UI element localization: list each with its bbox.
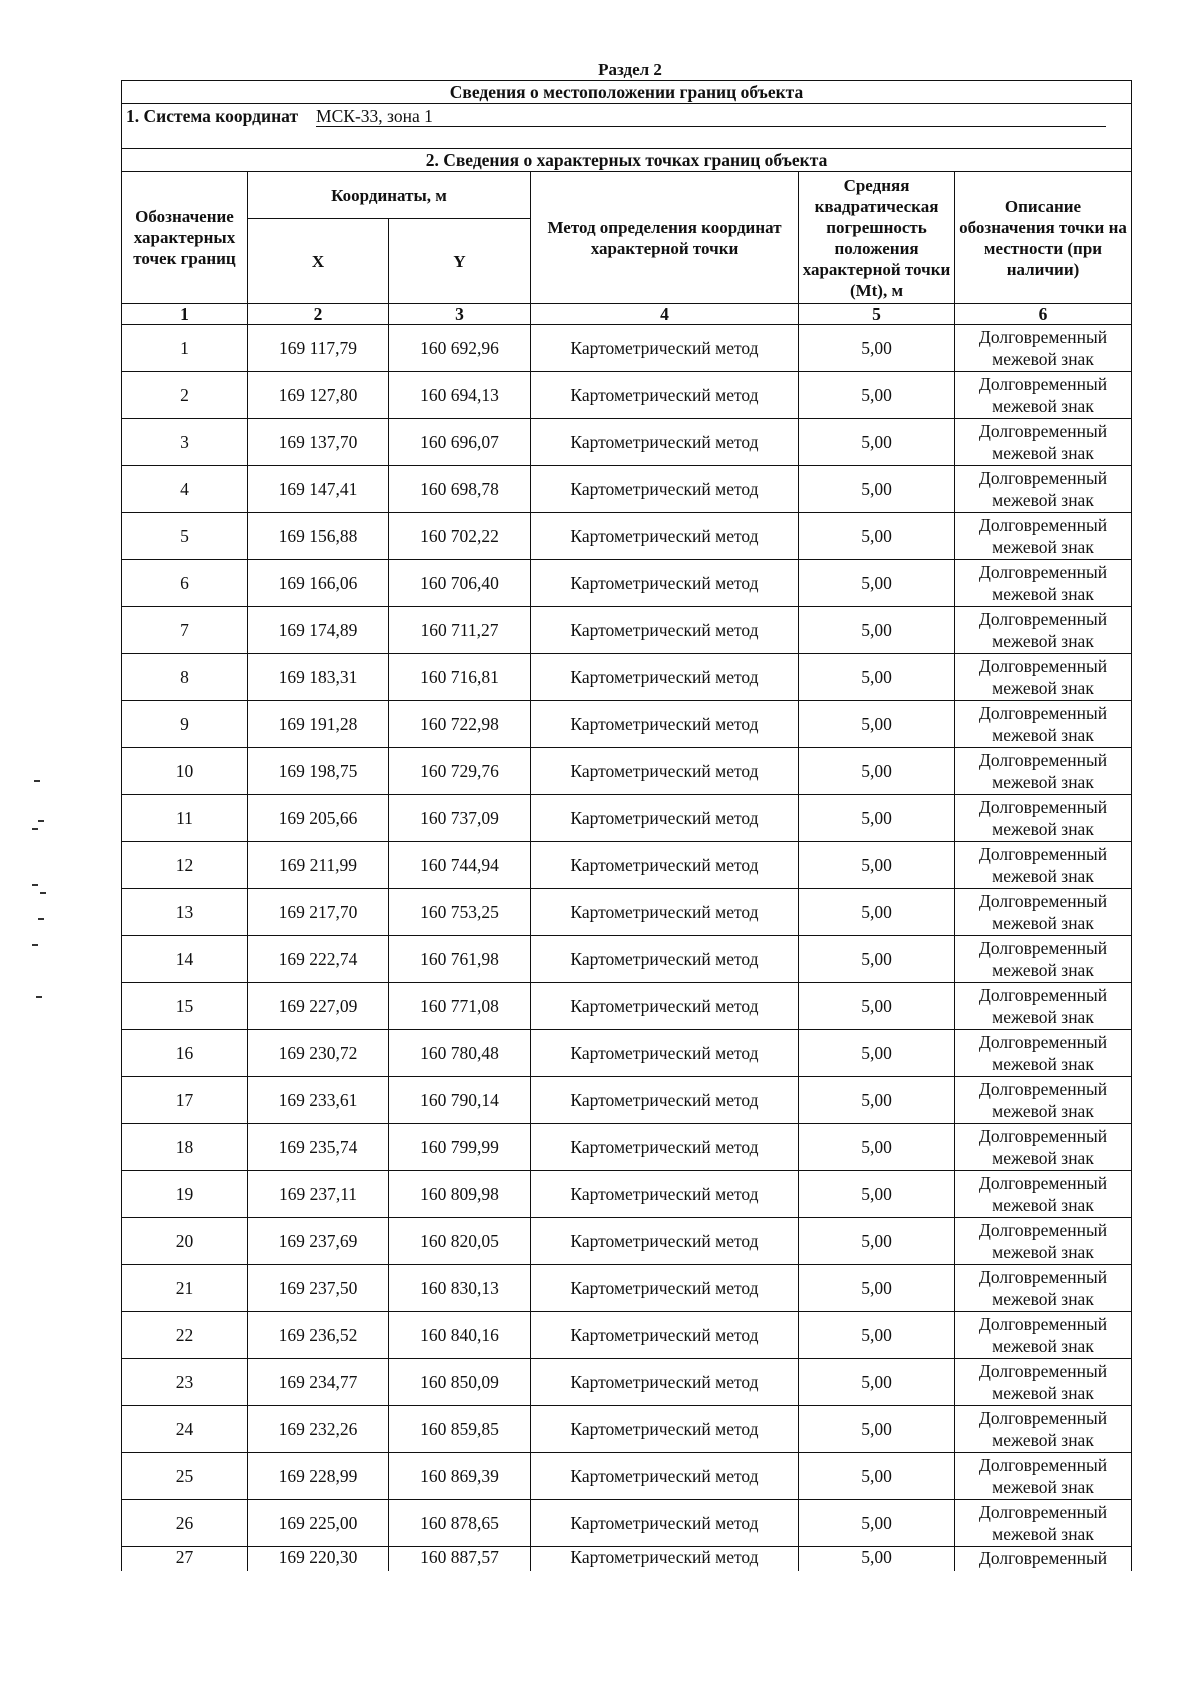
header-designation: Обозначение характерных точек границ (122, 172, 248, 304)
coord-y-cell: 160 744,94 (389, 842, 531, 889)
method-cell: Картометрический метод (531, 513, 799, 560)
mean-square-error-cell: 5,00 (799, 936, 955, 983)
coord-y-cell: 160 780,48 (389, 1030, 531, 1077)
coord-x-cell: 169 205,66 (248, 795, 389, 842)
coord-x-cell: 169 232,26 (248, 1406, 389, 1453)
coord-x-cell: 169 211,99 (248, 842, 389, 889)
description-cell: Долговременный межевой знак (955, 936, 1132, 983)
coord-x-cell: 169 225,00 (248, 1500, 389, 1547)
table-row (122, 842, 1132, 889)
table-row (122, 325, 1132, 372)
description-cell: Долговременный межевой знак (955, 654, 1132, 701)
method-cell: Картометрический метод (531, 325, 799, 372)
point-number-cell: 21 (122, 1265, 248, 1312)
method-cell: Картометрический метод (531, 1359, 799, 1406)
point-number-cell: 27 (122, 1547, 248, 1572)
method-cell: Картометрический метод (531, 1265, 799, 1312)
point-number-cell: 15 (122, 983, 248, 1030)
table-row (122, 513, 1132, 560)
description-cell: Долговременный межевой знак (955, 1453, 1132, 1500)
header-coordinates: Координаты, м (248, 172, 531, 219)
table-row (122, 1171, 1132, 1218)
coord-y-cell: 160 869,39 (389, 1453, 531, 1500)
point-number-cell: 25 (122, 1453, 248, 1500)
point-number-cell: 12 (122, 842, 248, 889)
coord-y-cell: 160 737,09 (389, 795, 531, 842)
mean-square-error-cell: 5,00 (799, 1312, 955, 1359)
mean-square-error-cell: 5,00 (799, 795, 955, 842)
coord-y-cell: 160 702,22 (389, 513, 531, 560)
point-number-cell: 14 (122, 936, 248, 983)
point-number-cell: 6 (122, 560, 248, 607)
description-cell: Долговременный межевой знак (955, 983, 1132, 1030)
section-title: Раздел 2 (598, 60, 662, 79)
point-number-cell: 22 (122, 1312, 248, 1359)
mean-square-error-cell: 5,00 (799, 325, 955, 372)
coord-x-cell: 169 233,61 (248, 1077, 389, 1124)
mean-square-error-cell: 5,00 (799, 1265, 955, 1312)
coord-x-cell: 169 156,88 (248, 513, 389, 560)
point-number-cell: 16 (122, 1030, 248, 1077)
table-row (122, 748, 1132, 795)
point-number-cell: 17 (122, 1077, 248, 1124)
coord-x-cell: 169 220,30 (248, 1547, 389, 1572)
mean-square-error-cell: 5,00 (799, 842, 955, 889)
table-row (122, 983, 1132, 1030)
points-section-title: 2. Сведения о характерных точках границ объекта (122, 149, 1132, 172)
point-number-cell: 26 (122, 1500, 248, 1547)
point-number-cell: 4 (122, 466, 248, 513)
coord-x-cell: 169 222,74 (248, 936, 389, 983)
column-number-5: 5 (799, 304, 955, 325)
coord-x-cell: 169 235,74 (248, 1124, 389, 1171)
coord-y-cell: 160 694,13 (389, 372, 531, 419)
table-row (122, 1030, 1132, 1077)
method-cell: Картометрический метод (531, 419, 799, 466)
coord-x-cell: 169 117,79 (248, 325, 389, 372)
method-cell: Картометрический метод (531, 936, 799, 983)
coord-y-cell: 160 753,25 (389, 889, 531, 936)
mean-square-error-cell: 5,00 (799, 1218, 955, 1265)
coord-x-cell: 169 237,69 (248, 1218, 389, 1265)
description-cell: Долговременный межевой знак (955, 560, 1132, 607)
method-cell: Картометрический метод (531, 889, 799, 936)
description-cell: Долговременный межевой знак (955, 419, 1132, 466)
table-title: Сведения о местоположении границ объекта (122, 81, 1132, 104)
point-number-cell: 5 (122, 513, 248, 560)
coord-y-cell: 160 761,98 (389, 936, 531, 983)
table-row (122, 607, 1132, 654)
table-row (122, 1124, 1132, 1171)
coord-y-cell: 160 698,78 (389, 466, 531, 513)
coord-y-cell: 160 696,07 (389, 419, 531, 466)
coord-x-cell: 169 227,09 (248, 983, 389, 1030)
description-cell: Долговременный межевой знак (955, 513, 1132, 560)
column-number-4: 4 (531, 304, 799, 325)
mean-square-error-cell: 5,00 (799, 513, 955, 560)
method-cell: Картометрический метод (531, 1124, 799, 1171)
table-row (122, 795, 1132, 842)
table-row (122, 560, 1132, 607)
point-number-cell: 7 (122, 607, 248, 654)
coord-x-cell: 169 228,99 (248, 1453, 389, 1500)
description-cell: Долговременный межевой знак (955, 795, 1132, 842)
table-row (122, 372, 1132, 419)
table-row (122, 1312, 1132, 1359)
description-cell: Долговременный межевой знак (955, 372, 1132, 419)
table-row (122, 1359, 1132, 1406)
description-cell: Долговременный межевой знак (955, 701, 1132, 748)
point-number-cell: 2 (122, 372, 248, 419)
point-number-cell: 24 (122, 1406, 248, 1453)
method-cell: Картометрический метод (531, 795, 799, 842)
table-row (122, 1077, 1132, 1124)
coord-x-cell: 169 234,77 (248, 1359, 389, 1406)
table-row (122, 1453, 1132, 1500)
mean-square-error-cell: 5,00 (799, 419, 955, 466)
method-cell: Картометрический метод (531, 748, 799, 795)
method-cell: Картометрический метод (531, 1077, 799, 1124)
method-cell: Картометрический метод (531, 1030, 799, 1077)
mean-square-error-cell: 5,00 (799, 466, 955, 513)
method-cell: Картометрический метод (531, 1218, 799, 1265)
mean-square-error-cell: 5,00 (799, 1030, 955, 1077)
point-number-cell: 11 (122, 795, 248, 842)
table-row (122, 1500, 1132, 1547)
coord-y-cell: 160 887,57 (389, 1547, 531, 1572)
coord-y-cell: 160 830,13 (389, 1265, 531, 1312)
coord-x-cell: 169 191,28 (248, 701, 389, 748)
mean-square-error-cell: 5,00 (799, 889, 955, 936)
coord-x-cell: 169 137,70 (248, 419, 389, 466)
coord-y-cell: 160 820,05 (389, 1218, 531, 1265)
table-row (122, 1218, 1132, 1265)
method-cell: Картометрический метод (531, 1406, 799, 1453)
coord-x-cell: 169 183,31 (248, 654, 389, 701)
mean-square-error-cell: 5,00 (799, 1359, 955, 1406)
header-error: Средняя квадратическая погрешность положения характерной точки (Mt), м (799, 172, 955, 304)
column-number-1: 1 (122, 304, 248, 325)
method-cell: Картометрический метод (531, 701, 799, 748)
coord-y-cell: 160 722,98 (389, 701, 531, 748)
boundary-points-document (121, 80, 1131, 1571)
description-cell: Долговременный межевой знак (955, 1500, 1132, 1547)
description-cell: Долговременный межевой знак (955, 607, 1132, 654)
method-cell: Картометрический метод (531, 1547, 799, 1572)
coord-y-cell: 160 706,40 (389, 560, 531, 607)
column-number-2: 2 (248, 304, 389, 325)
mean-square-error-cell: 5,00 (799, 748, 955, 795)
coordinate-system-row (122, 104, 1132, 149)
mean-square-error-cell: 5,00 (799, 1453, 955, 1500)
table-row (122, 654, 1132, 701)
point-number-cell: 3 (122, 419, 248, 466)
mean-square-error-cell: 5,00 (799, 1547, 955, 1572)
coord-x-cell: 169 174,89 (248, 607, 389, 654)
mean-square-error-cell: 5,00 (799, 372, 955, 419)
description-cell: Долговременный межевой знак (955, 1406, 1132, 1453)
header-x: X (248, 219, 389, 304)
method-cell: Картометрический метод (531, 1171, 799, 1218)
point-number-cell: 10 (122, 748, 248, 795)
method-cell: Картометрический метод (531, 983, 799, 1030)
coord-x-cell: 169 166,06 (248, 560, 389, 607)
coord-x-cell: 169 217,70 (248, 889, 389, 936)
point-number-cell: 18 (122, 1124, 248, 1171)
description-cell: Долговременный межевой знак (955, 1312, 1132, 1359)
boundary-table (121, 80, 1132, 1571)
mean-square-error-cell: 5,00 (799, 1077, 955, 1124)
description-cell: Долговременный межевой знак (955, 1359, 1132, 1406)
coord-y-cell: 160 799,99 (389, 1124, 531, 1171)
coord-x-cell: 169 127,80 (248, 372, 389, 419)
mean-square-error-cell: 5,00 (799, 607, 955, 654)
point-number-cell: 19 (122, 1171, 248, 1218)
table-row (122, 701, 1132, 748)
coord-y-cell: 160 692,96 (389, 325, 531, 372)
point-number-cell: 20 (122, 1218, 248, 1265)
method-cell: Картометрический метод (531, 372, 799, 419)
description-cell: Долговременный межевой знак (955, 748, 1132, 795)
table-row (122, 466, 1132, 513)
table-row (122, 1547, 1132, 1572)
header-method: Метод определения координат характерной точки (531, 172, 799, 304)
mean-square-error-cell: 5,00 (799, 1500, 955, 1547)
description-cell: Долговременный межевой знак (955, 1265, 1132, 1312)
coord-y-cell: 160 809,98 (389, 1171, 531, 1218)
table-row (122, 419, 1132, 466)
coord-x-cell: 169 147,41 (248, 466, 389, 513)
point-number-cell: 13 (122, 889, 248, 936)
description-cell: Долговременный межевой знак (955, 466, 1132, 513)
method-cell: Картометрический метод (531, 466, 799, 513)
table-row (122, 889, 1132, 936)
coord-y-cell: 160 771,08 (389, 983, 531, 1030)
column-number-3: 3 (389, 304, 531, 325)
mean-square-error-cell: 5,00 (799, 1171, 955, 1218)
coord-y-cell: 160 859,85 (389, 1406, 531, 1453)
coord-x-cell: 169 198,75 (248, 748, 389, 795)
coord-y-cell: 160 711,27 (389, 607, 531, 654)
mean-square-error-cell: 5,00 (799, 654, 955, 701)
coord-y-cell: 160 729,76 (389, 748, 531, 795)
method-cell: Картометрический метод (531, 1453, 799, 1500)
point-number-cell: 1 (122, 325, 248, 372)
table-row (122, 936, 1132, 983)
description-cell: Долговременный межевой знак (955, 325, 1132, 372)
coord-y-cell: 160 716,81 (389, 654, 531, 701)
method-cell: Картометрический метод (531, 1312, 799, 1359)
coordinate-system-label: 1. Система координат (126, 106, 299, 126)
mean-square-error-cell: 5,00 (799, 1406, 955, 1453)
mean-square-error-cell: 5,00 (799, 560, 955, 607)
method-cell: Картометрический метод (531, 654, 799, 701)
coord-y-cell: 160 840,16 (389, 1312, 531, 1359)
description-cell: Долговременный (955, 1547, 1132, 1572)
table-row (122, 1406, 1132, 1453)
description-cell: Долговременный межевой знак (955, 1077, 1132, 1124)
header-y: Y (389, 219, 531, 304)
description-cell: Долговременный межевой знак (955, 1030, 1132, 1077)
method-cell: Картометрический метод (531, 842, 799, 889)
method-cell: Картометрический метод (531, 560, 799, 607)
coord-x-cell: 169 230,72 (248, 1030, 389, 1077)
table-row (122, 1265, 1132, 1312)
coordinate-system-value: МСК-33, зона 1 (316, 106, 1106, 127)
point-number-cell: 8 (122, 654, 248, 701)
coord-x-cell: 169 237,11 (248, 1171, 389, 1218)
description-cell: Долговременный межевой знак (955, 842, 1132, 889)
method-cell: Картометрический метод (531, 1500, 799, 1547)
description-cell: Долговременный межевой знак (955, 1171, 1132, 1218)
point-number-cell: 23 (122, 1359, 248, 1406)
description-cell: Долговременный межевой знак (955, 1218, 1132, 1265)
mean-square-error-cell: 5,00 (799, 1124, 955, 1171)
coord-y-cell: 160 790,14 (389, 1077, 531, 1124)
column-number-6: 6 (955, 304, 1132, 325)
description-cell: Долговременный межевой знак (955, 1124, 1132, 1171)
mean-square-error-cell: 5,00 (799, 983, 955, 1030)
coord-y-cell: 160 878,65 (389, 1500, 531, 1547)
mean-square-error-cell: 5,00 (799, 701, 955, 748)
coord-x-cell: 169 236,52 (248, 1312, 389, 1359)
description-cell: Долговременный межевой знак (955, 889, 1132, 936)
header-description: Описание обозначения точки на местности (при наличии) (955, 172, 1132, 304)
coord-y-cell: 160 850,09 (389, 1359, 531, 1406)
coord-x-cell: 169 237,50 (248, 1265, 389, 1312)
point-number-cell: 9 (122, 701, 248, 748)
method-cell: Картометрический метод (531, 607, 799, 654)
